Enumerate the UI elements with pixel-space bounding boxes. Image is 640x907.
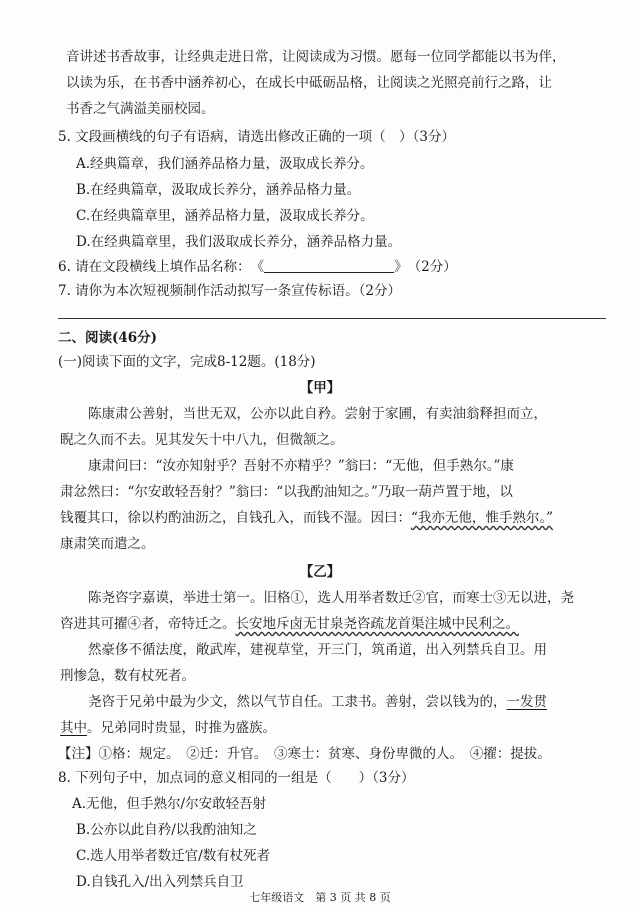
passage-jia-line: 陈康肃公善射，当世无双，公亦以此自矜。尝射于家圃，有卖油翁释担而立，: [88, 406, 547, 422]
passage-jia-text: 钱覆其口，徐以杓酌油沥之，自钱孔入，而钱不湿。因曰：: [60, 510, 411, 526]
underlined-phrase: 一发贯: [506, 694, 547, 710]
passage-yi-text: 。兄弟同时贵显，时推为盛族。: [87, 720, 276, 736]
passage-jia-line: 肃忿然曰：“尔安敢轻吾射？”翁曰：“以我酌油知之。”乃取一葫芦置于地，以: [60, 484, 513, 500]
passage-jia-title: 【甲】: [299, 380, 341, 396]
passage-yi-text: 咨进其可擢④者，帝特迁之。: [60, 616, 236, 632]
passage-yi-text: 尧咨于兄弟中最为少文，然以气节自任。工隶书。善射，尝以钱为的，: [88, 694, 507, 710]
question-7: 7. 请你为本次短视频制作活动拟写一条宣传标语。（2分）: [58, 283, 402, 299]
question-5-stem: 5. 文段画横线的句子有语病，请选出修改正确的一项（ ）（3分）: [58, 129, 456, 145]
section-2-instruction: (一)阅读下面的文字，完成8-12题。(18分): [58, 354, 316, 370]
section-2-title: 二、阅读(46分): [58, 330, 158, 346]
question-8-option-a: A.无他，但手熟尔/尔安敢轻吾射: [72, 796, 267, 812]
passage-yi-title: 【乙】: [299, 564, 341, 580]
question-6: [58, 258, 457, 276]
passage-yi-line: [60, 615, 519, 633]
passage-yi-line: [60, 719, 276, 737]
passage-jia-line: 康肃问曰：“汝亦知射乎？吾射不亦精乎？”翁曰：“无他，但手熟尔。”康: [88, 458, 514, 474]
title-answer-blank[interactable]: [264, 258, 394, 273]
question-6-prompt: 6. 请在文段横线上填作品名称： 《: [58, 259, 265, 275]
intro-line-3: 书香之气满溢美丽校园。: [66, 101, 215, 117]
passage-yi-line: [88, 693, 547, 711]
passage-yi-line: 然豪侈不循法度，敞武库，建视草堂，开三门，筑甬道，出入列禁兵自卫。用: [88, 642, 547, 658]
intro-line-2: 以读为乐，在书香中涵养初心，在成长中砥砺品格，让阅读之光照亮前行之路，让: [66, 75, 552, 91]
passage-jia-line: 康肃笑而遣之。: [60, 536, 155, 552]
question-8-stem: 8. 下列句子中，加点词的意义相同的一组是（ ）（3分）: [58, 770, 415, 786]
intro-line-1: 音讲述书香故事，让经典走进日常，让阅读成为习惯。愿每一位同学都能以书为伴，: [66, 49, 566, 65]
question-5-option-b: B.在经典篇章，汲取成长养分，涵养品格力量。: [76, 182, 361, 198]
question-5-option-c: C.在经典篇章里，涵养品格力量，汲取成长养分。: [76, 208, 374, 224]
passage-yi-line: 陈尧咨字嘉谟，举进士第一。旧格①，选人用举者数迁②官，而寒士③无以进，尧: [88, 590, 574, 606]
section-divider: [58, 318, 606, 319]
wavy-underlined-sentence: “我亦无他，惟手熟尔。”: [411, 510, 554, 526]
annotation-note: 【注】①格：规定。 ②迁：升官。 ③寒士：贫寒、身份卑微的人。 ④擢：提拔。: [58, 746, 551, 762]
passage-jia-line: 睨之久而不去。见其发矢十中八九，但微颔之。: [60, 432, 344, 448]
question-5-option-d: D.在经典篇章里，我们汲取成长养分，涵养品格力量。: [76, 234, 402, 250]
question-8-option-d: D.自钱孔入/出入列禁兵自卫: [76, 874, 244, 890]
question-6-points: 》 （2分）: [394, 259, 457, 275]
wavy-underlined-sentence: 长安地斥卤无甘泉尧咨疏龙首渠注城中民利之。: [235, 616, 519, 632]
question-8-option-c: C.选人用举者数迁官/数有杖死者: [76, 848, 271, 864]
underlined-phrase: 其中: [60, 720, 87, 736]
question-8-option-b: B.公亦以此自矜/以我酌油知之: [76, 822, 257, 838]
passage-yi-line: 刑惨急，数有杖死者。: [60, 668, 195, 684]
passage-jia-line: [60, 509, 553, 527]
page-footer: 七年级语文 第 3 页 共 8 页: [249, 891, 391, 904]
question-5-option-a: A.经典篇章，我们涵养品格力量，汲取成长养分。: [76, 156, 374, 172]
